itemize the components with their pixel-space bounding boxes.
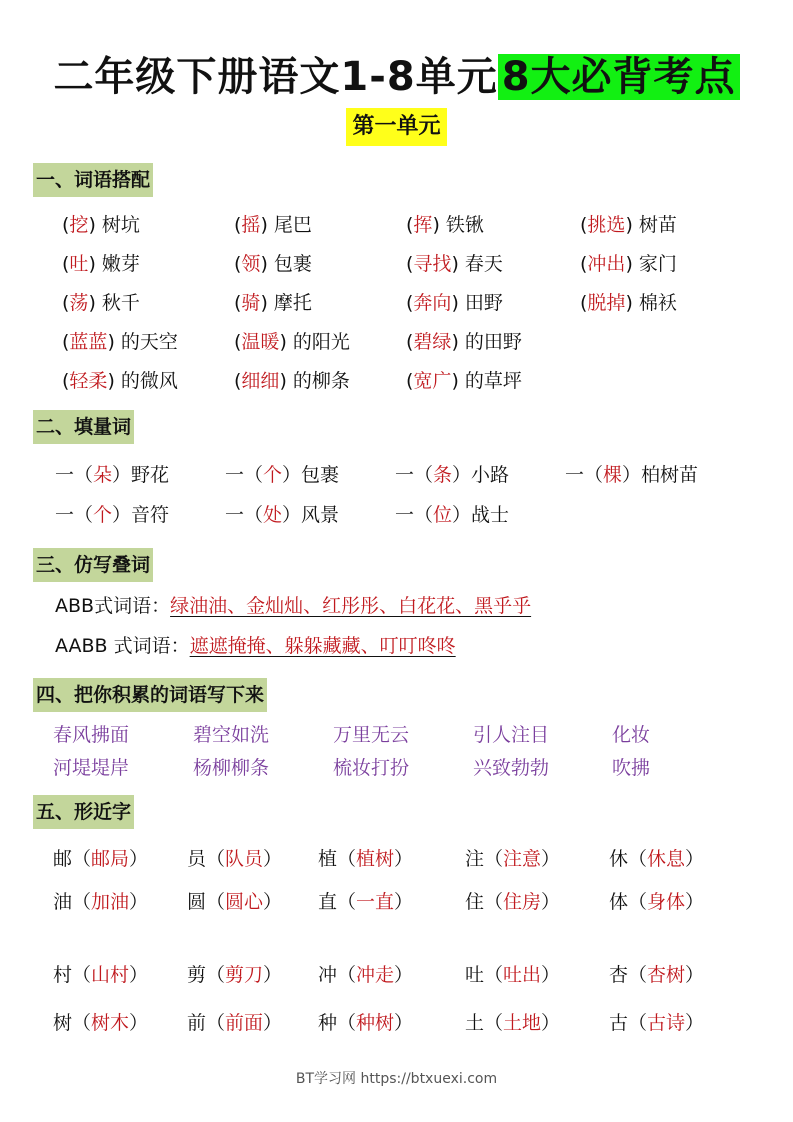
similar-char-item (465, 1008, 560, 1038)
base-char: 员 (187, 848, 207, 870)
answer-text: 古诗 (647, 1012, 686, 1034)
measure-word-item (395, 500, 509, 530)
similar-char-item (318, 1008, 413, 1038)
idiom-item: 碧空如洗 (193, 724, 270, 746)
answer-text: 吐出 (503, 964, 542, 986)
noun-text: 战士 (471, 504, 510, 526)
answer-text: 寻找 (413, 253, 452, 275)
collocation-item (406, 366, 522, 396)
collocation-item (406, 327, 522, 357)
paren-close: ） (282, 504, 302, 526)
base-char: 休 (609, 848, 629, 870)
collocation-item (580, 210, 677, 240)
prefix-one: 一（ (225, 504, 264, 526)
paren-open: （ (484, 848, 504, 870)
paren-open: （ (484, 1012, 504, 1034)
answer-text: 荡 (69, 292, 89, 314)
idiom-item: 梳妆打扮 (333, 757, 410, 779)
section-heading-4: 四、把你积累的词语写下来 (33, 678, 267, 712)
paren-close: ) (88, 292, 102, 314)
idiom-item: 河堤堤岸 (53, 757, 130, 779)
paren-open: （ (628, 964, 648, 986)
phrase-text: 棉袄 (638, 292, 677, 314)
paren-open: ( (234, 214, 242, 236)
phrase-text: 的田野 (464, 331, 522, 353)
base-char: 注 (465, 848, 485, 870)
similar-char-item (53, 844, 148, 874)
paren-close: ) (88, 214, 102, 236)
paren-close: ) (432, 214, 446, 236)
base-char: 吐 (465, 964, 485, 986)
collocation-item (234, 288, 312, 318)
answer-text: 碧绿 (413, 331, 452, 353)
answer-text: 挖 (69, 214, 89, 236)
paren-close: ) (451, 370, 465, 392)
paren-close: ） (685, 1012, 705, 1034)
answer-text: 个 (263, 464, 283, 486)
answer-text: 种树 (356, 1012, 395, 1034)
base-char: 冲 (318, 964, 338, 986)
measure-word-item (55, 500, 169, 530)
similar-char-item (465, 887, 560, 917)
paren-open: （ (206, 848, 226, 870)
answer-text: 处 (263, 504, 283, 526)
answer-text: 奔向 (413, 292, 452, 314)
base-char: 直 (318, 891, 338, 913)
similar-char-item (318, 960, 413, 990)
paren-close: ) (260, 253, 274, 275)
paren-open: （ (72, 964, 92, 986)
phrase-text: 家门 (638, 253, 677, 275)
paren-open: （ (206, 964, 226, 986)
answer-text: 骑 (241, 292, 261, 314)
section-heading-3: 三、仿写叠词 (33, 548, 153, 582)
answer-text: 吐 (69, 253, 89, 275)
paren-open: （ (72, 848, 92, 870)
section-heading-1: 一、词语搭配 (33, 163, 153, 197)
title-highlight: 8大必背考点 (498, 54, 740, 100)
collocation-item (234, 366, 350, 396)
base-char: 油 (53, 891, 73, 913)
paren-close: ） (685, 964, 705, 986)
phrase-text: 尾巴 (273, 214, 312, 236)
collocation-item (580, 249, 677, 279)
answer-text: 条 (433, 464, 453, 486)
paren-open: ( (62, 370, 70, 392)
paren-close: ) (451, 331, 465, 353)
similar-char-item (609, 887, 704, 917)
aabb-value: 遮遮掩掩、躲躲藏藏、叮叮咚咚 (189, 635, 456, 657)
phrase-text: 的天空 (120, 331, 178, 353)
similar-char-item (187, 887, 282, 917)
paren-open: （ (628, 1012, 648, 1034)
unit-label (0, 108, 793, 146)
paren-close: ） (263, 1012, 283, 1034)
phrase-text: 包裹 (273, 253, 312, 275)
idiom-item: 杨柳柳条 (193, 757, 270, 779)
paren-close: ） (394, 964, 414, 986)
measure-word-item (225, 500, 339, 530)
noun-text: 音符 (131, 504, 170, 526)
collocation-item (62, 327, 178, 357)
paren-close: ) (451, 292, 465, 314)
prefix-one: 一（ (225, 464, 264, 486)
paren-open: （ (628, 891, 648, 913)
answer-text: 冲走 (356, 964, 395, 986)
paren-close: ） (685, 891, 705, 913)
answer-text: 植树 (356, 848, 395, 870)
similar-char-item (187, 844, 282, 874)
measure-word-item (55, 460, 169, 490)
paren-close: ) (451, 253, 465, 275)
answer-text: 温暖 (241, 331, 280, 353)
paren-open: （ (72, 1012, 92, 1034)
paren-open: （ (206, 1012, 226, 1034)
answer-text: 圆心 (225, 891, 264, 913)
paren-open: ( (234, 331, 242, 353)
phrase-text: 的柳条 (292, 370, 350, 392)
paren-open: ( (234, 292, 242, 314)
paren-close: ) (107, 331, 121, 353)
paren-close: ） (394, 1012, 414, 1034)
paren-open: （ (337, 891, 357, 913)
measure-word-item (395, 460, 509, 490)
paren-open: （ (72, 891, 92, 913)
paren-open: ( (62, 292, 70, 314)
phrase-text: 树苗 (638, 214, 677, 236)
base-char: 住 (465, 891, 485, 913)
answer-text: 住房 (503, 891, 542, 913)
answer-text: 邮局 (91, 848, 130, 870)
idiom-item: 引人注目 (473, 724, 550, 746)
answer-text: 土地 (503, 1012, 542, 1034)
noun-text: 小路 (471, 464, 510, 486)
measure-word-item (565, 460, 698, 490)
answer-text: 个 (93, 504, 113, 526)
collocation-item (406, 249, 503, 279)
answer-text: 朵 (93, 464, 113, 486)
idiom-item: 春风拂面 (53, 724, 130, 746)
collocation-item (234, 210, 312, 240)
prefix-one: 一（ (565, 464, 604, 486)
paren-close: ） (685, 848, 705, 870)
answer-text: 棵 (603, 464, 623, 486)
answer-text: 脱掉 (587, 292, 626, 314)
paren-open: ( (580, 253, 588, 275)
paren-close: ） (541, 964, 561, 986)
phrase-text: 树坑 (101, 214, 140, 236)
paren-open: ( (406, 370, 414, 392)
paren-close: ） (282, 464, 302, 486)
paren-close: ） (452, 464, 472, 486)
paren-close: ） (263, 891, 283, 913)
paren-close: ） (263, 848, 283, 870)
idiom-item: 化妆 (612, 724, 651, 746)
phrase-text: 田野 (464, 292, 503, 314)
paren-open: （ (484, 891, 504, 913)
idiom-item: 吹拂 (612, 757, 651, 779)
paren-open: （ (337, 848, 357, 870)
answer-text: 轻柔 (69, 370, 108, 392)
collocation-item (234, 249, 312, 279)
paren-close: ） (622, 464, 642, 486)
collocation-item (62, 249, 140, 279)
phrase-text: 的草坪 (464, 370, 522, 392)
paren-open: ( (406, 331, 414, 353)
phrase-text: 铁锹 (445, 214, 484, 236)
phrase-text: 的微风 (120, 370, 178, 392)
answer-text: 冲出 (587, 253, 626, 275)
phrase-text: 秋千 (101, 292, 140, 314)
paren-close: ) (88, 253, 102, 275)
base-char: 杏 (609, 964, 629, 986)
abb-value: 绿油油、金灿灿、红彤彤、白花花、黑乎乎 (170, 595, 532, 617)
paren-open: （ (484, 964, 504, 986)
answer-text: 摇 (241, 214, 261, 236)
similar-char-item (318, 844, 413, 874)
paren-close: ） (452, 504, 472, 526)
similar-char-item (609, 844, 704, 874)
section-heading-2: 二、填量词 (33, 410, 134, 444)
similar-char-item (53, 887, 148, 917)
paren-open: ( (234, 253, 242, 275)
paren-close: ） (112, 504, 132, 526)
similar-char-item (609, 1008, 704, 1038)
paren-close: ） (541, 1012, 561, 1034)
prefix-one: 一（ (395, 464, 434, 486)
paren-open: ( (406, 292, 414, 314)
paren-open: ( (406, 214, 414, 236)
phrase-text: 春天 (464, 253, 503, 275)
noun-text: 野花 (131, 464, 170, 486)
collocation-item (62, 366, 178, 396)
base-char: 种 (318, 1012, 338, 1034)
base-char: 土 (465, 1012, 485, 1034)
paren-open: （ (206, 891, 226, 913)
paren-open: （ (628, 848, 648, 870)
phrase-text: 摩托 (273, 292, 312, 314)
paren-close: ) (279, 370, 293, 392)
idiom-item: 万里无云 (333, 724, 410, 746)
paren-open: （ (337, 964, 357, 986)
paren-close: ） (129, 1012, 149, 1034)
phrase-text: 的阳光 (292, 331, 350, 353)
paren-open: ( (62, 331, 70, 353)
answer-text: 树木 (91, 1012, 130, 1034)
collocation-item (62, 210, 140, 240)
answer-text: 杏树 (647, 964, 686, 986)
answer-text: 细细 (241, 370, 280, 392)
aabb-row (55, 631, 456, 661)
paren-close: ） (129, 891, 149, 913)
aabb-label: AABB 式词语： (55, 635, 190, 657)
base-char: 前 (187, 1012, 207, 1034)
answer-text: 加油 (91, 891, 130, 913)
base-char: 村 (53, 964, 73, 986)
paren-open: ( (580, 214, 588, 236)
page-title (0, 46, 793, 108)
answer-text: 蓝蓝 (69, 331, 108, 353)
paren-open: ( (406, 253, 414, 275)
noun-text: 风景 (301, 504, 340, 526)
base-char: 树 (53, 1012, 73, 1034)
collocation-item (406, 210, 484, 240)
similar-char-item (187, 1008, 282, 1038)
paren-open: ( (62, 253, 70, 275)
footer-watermark: BT学习网 https://btxuexi.com (295, 1071, 498, 1087)
prefix-one: 一（ (55, 504, 94, 526)
base-char: 圆 (187, 891, 207, 913)
paren-open: （ (337, 1012, 357, 1034)
abb-row (55, 591, 531, 621)
paren-open: ( (62, 214, 70, 236)
phrase-text: 嫩芽 (101, 253, 140, 275)
paren-close: ） (394, 848, 414, 870)
answer-text: 一直 (356, 891, 395, 913)
paren-close: ) (625, 253, 639, 275)
prefix-one: 一（ (395, 504, 434, 526)
measure-word-item (225, 460, 339, 490)
similar-char-item (53, 960, 148, 990)
collocation-item (580, 288, 677, 318)
collocation-item (62, 288, 140, 318)
paren-close: ） (541, 891, 561, 913)
answer-text: 宽广 (413, 370, 452, 392)
paren-close: ) (279, 331, 293, 353)
similar-char-item (465, 960, 560, 990)
base-char: 古 (609, 1012, 629, 1034)
title-main: 二年级下册语文1-8单元 (53, 54, 498, 100)
answer-text: 身体 (647, 891, 686, 913)
similar-char-item (318, 887, 413, 917)
answer-text: 位 (433, 504, 453, 526)
paren-close: ） (263, 964, 283, 986)
noun-text: 包裹 (301, 464, 340, 486)
paren-open: ( (580, 292, 588, 314)
prefix-one: 一（ (55, 464, 94, 486)
collocation-item (234, 327, 350, 357)
answer-text: 挥 (413, 214, 433, 236)
paren-close: ） (112, 464, 132, 486)
similar-char-item (187, 960, 282, 990)
answer-text: 领 (241, 253, 261, 275)
paren-close: ） (394, 891, 414, 913)
base-char: 剪 (187, 964, 207, 986)
paren-close: ) (260, 214, 274, 236)
idiom-item: 兴致勃勃 (473, 757, 550, 779)
paren-close: ） (541, 848, 561, 870)
collocation-item (406, 288, 503, 318)
similar-char-item (53, 1008, 148, 1038)
base-char: 体 (609, 891, 629, 913)
paren-open: ( (234, 370, 242, 392)
section-heading-5: 五、形近字 (33, 795, 134, 829)
abb-label: ABB式词语： (55, 595, 171, 617)
paren-close: ) (107, 370, 121, 392)
base-char: 邮 (53, 848, 73, 870)
base-char: 植 (318, 848, 338, 870)
paren-close: ) (260, 292, 274, 314)
paren-close: ） (129, 964, 149, 986)
answer-text: 前面 (225, 1012, 264, 1034)
similar-char-item (609, 960, 704, 990)
answer-text: 挑选 (587, 214, 626, 236)
answer-text: 注意 (503, 848, 542, 870)
paren-close: ) (625, 214, 639, 236)
unit-label-text: 第一单元 (346, 108, 446, 146)
answer-text: 山村 (91, 964, 130, 986)
answer-text: 队员 (225, 848, 264, 870)
noun-text: 柏树苗 (641, 464, 699, 486)
answer-text: 剪刀 (225, 964, 264, 986)
similar-char-item (465, 844, 560, 874)
paren-close: ) (625, 292, 639, 314)
answer-text: 休息 (647, 848, 686, 870)
paren-close: ） (129, 848, 149, 870)
